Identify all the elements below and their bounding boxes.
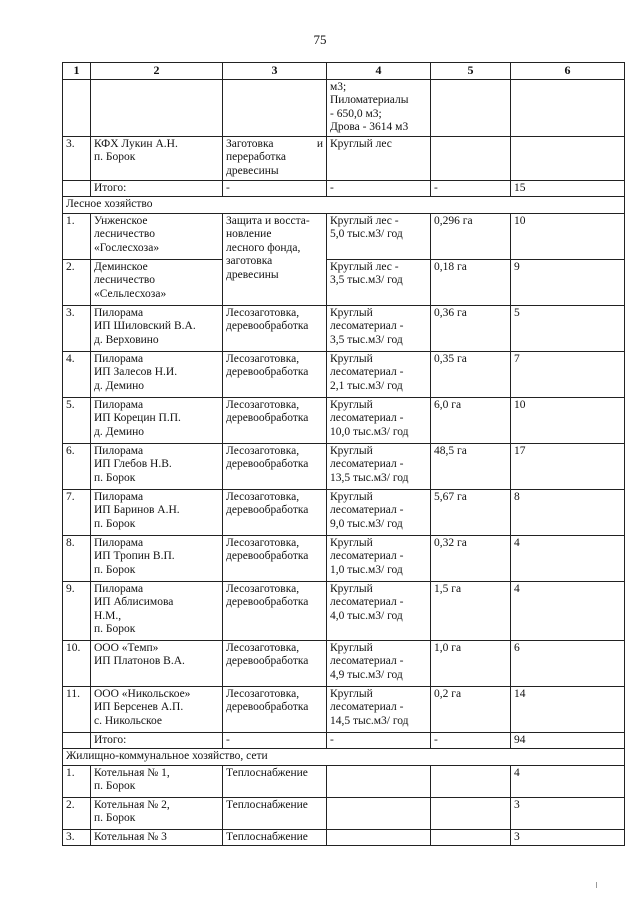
workers-cell: 8 — [511, 489, 625, 535]
area-cell: 1,0 га — [431, 640, 511, 686]
total-label: Итого: — [91, 732, 223, 749]
table-row — [63, 581, 625, 640]
product-cell: Круглый лесоматериал - 4,0 тыс.м3/ год — [327, 581, 431, 640]
activity-cell: Лесозаготовка, деревообработка — [223, 535, 327, 581]
area-cell — [431, 797, 511, 829]
enterprise-name: Деминское лесничество «Сельлесхоза» — [91, 259, 223, 305]
workers-cell: 4 — [511, 765, 625, 797]
table-row — [63, 351, 625, 397]
row-number: 1. — [63, 213, 91, 259]
section-row-utility — [63, 749, 625, 766]
row-number: 3. — [63, 829, 91, 846]
product-cell: Круглый лесоматериал - 4,9 тыс.м3/ год — [327, 640, 431, 686]
product-cell — [327, 797, 431, 829]
row-number: 5. — [63, 397, 91, 443]
product-cell — [327, 765, 431, 797]
header-cell: 2 — [91, 63, 223, 80]
margin-mark — [596, 882, 597, 888]
table-row — [63, 305, 625, 351]
area-cell: 1,5 га — [431, 581, 511, 640]
product-cell: Круглый лесоматериал - 14,5 тыс.м3/ год — [327, 686, 431, 732]
enterprise-name: КФХ Лукин А.Н. п. Борок — [91, 136, 223, 180]
area-cell — [431, 829, 511, 846]
table-row — [63, 640, 625, 686]
total-row — [63, 732, 625, 749]
empty-cell — [63, 732, 91, 749]
activity-cell: Лесозаготовка, деревообработка — [223, 686, 327, 732]
table-row — [63, 797, 625, 829]
enterprise-name: Пилорама ИП Тропин В.П. п. Борок — [91, 535, 223, 581]
activity-cell: Теплоснабжение — [223, 765, 327, 797]
workers-cell: 9 — [511, 259, 625, 305]
row-number: 1. — [63, 765, 91, 797]
total-row: Итого: - - - 15 — [63, 180, 625, 197]
total-workers: 15 — [511, 180, 625, 197]
workers-cell: 3 — [511, 829, 625, 846]
area-cell: 5,67 га — [431, 489, 511, 535]
workers-cell: 17 — [511, 443, 625, 489]
area-cell: 0,32 га — [431, 535, 511, 581]
row-number: 3. — [63, 305, 91, 351]
table-row — [63, 443, 625, 489]
enterprise-name: Пилорама ИП Баринов А.Н. п. Борок — [91, 489, 223, 535]
product-cell: Круглый лесоматериал - 2,1 тыс.м3/ год — [327, 351, 431, 397]
area-cell — [431, 136, 511, 180]
table-row-continuation — [63, 79, 625, 136]
section-title: Лесное хозяйство — [63, 197, 625, 214]
workers-cell: 4 — [511, 581, 625, 640]
row-number: 9. — [63, 581, 91, 640]
workers-cell: 3 — [511, 797, 625, 829]
activity-cell: Лесозаготовка, деревообработка — [223, 443, 327, 489]
activity-cell: Защита и восста- новление лесного фонда, заготовка древесины — [223, 213, 327, 305]
product-cell: м3; Пиломатериалы - 650,0 м3; Дрова - 3614 м3 — [327, 79, 431, 136]
activity-cell: Заготовка и переработка древесины — [223, 136, 327, 180]
enterprise-name: Пилорама ИП Шиловский В.А. д. Верховино — [91, 305, 223, 351]
product-cell: Круглый лесоматериал - 13,5 тыс.м3/ год — [327, 443, 431, 489]
enterprise-name: Пилорама ИП Корецин П.П. д. Демино — [91, 397, 223, 443]
total-cell: - — [327, 732, 431, 749]
workers-cell: 5 — [511, 305, 625, 351]
enterprise-name: Котельная № 1, п. Борок — [91, 765, 223, 797]
row-number: 11. — [63, 686, 91, 732]
activity-cell: Лесозаготовка, деревообработка — [223, 397, 327, 443]
product-cell: Круглый лесоматериал - 1,0 тыс.м3/ год — [327, 535, 431, 581]
table-row — [63, 259, 625, 305]
enterprises-table — [62, 62, 625, 846]
row-number: 8. — [63, 535, 91, 581]
enterprise-name: Унженское лесничество «Гослесхоза» — [91, 213, 223, 259]
table-row — [63, 765, 625, 797]
table-row — [63, 829, 625, 846]
activity-cell: Теплоснабжение — [223, 829, 327, 846]
section-row-forest — [63, 197, 625, 214]
activity-cell: Лесозаготовка, деревообработка — [223, 640, 327, 686]
header-cell: 4 — [327, 63, 431, 80]
total-cell: - — [223, 732, 327, 749]
enterprise-name: Котельная № 3 — [91, 829, 223, 846]
table-row — [63, 489, 625, 535]
activity-cell: Теплоснабжение — [223, 797, 327, 829]
page-number: 75 — [313, 32, 327, 47]
table-row — [63, 397, 625, 443]
header-cell: 6 — [511, 63, 625, 80]
header-cell: 3 — [223, 63, 327, 80]
workers-cell — [511, 136, 625, 180]
area-cell — [431, 765, 511, 797]
product-cell: Круглый лесоматериал - 10,0 тыс.м3/ год — [327, 397, 431, 443]
row-number: 7. — [63, 489, 91, 535]
row-number: 10. — [63, 640, 91, 686]
row-number: 2. — [63, 259, 91, 305]
product-cell: Круглый лесоматериал - 9,0 тыс.м3/ год — [327, 489, 431, 535]
table-header-row — [63, 63, 625, 80]
workers-cell: 6 — [511, 640, 625, 686]
row-number: 4. — [63, 351, 91, 397]
row-number: 2. — [63, 797, 91, 829]
product-cell — [327, 829, 431, 846]
enterprise-name: Пилорама ИП Аблисимова Н.М., п. Борок — [91, 581, 223, 640]
table-row — [63, 535, 625, 581]
area-cell: 0,36 га — [431, 305, 511, 351]
workers-cell: 10 — [511, 213, 625, 259]
table-row — [63, 213, 625, 259]
activity-cell: Лесозаготовка, деревообработка — [223, 489, 327, 535]
workers-cell: 14 — [511, 686, 625, 732]
activity-cell: Лесозаготовка, деревообработка — [223, 581, 327, 640]
area-cell: 48,5 га — [431, 443, 511, 489]
area-cell: 6,0 га — [431, 397, 511, 443]
total-cell: - — [431, 732, 511, 749]
row-number: 6. — [63, 443, 91, 489]
section-title: Жилищно-коммунальное хозяйство, сети — [63, 749, 625, 766]
area-cell: 0,35 га — [431, 351, 511, 397]
product-cell: Круглый лес - 5,0 тыс.м3/ год — [327, 213, 431, 259]
enterprise-name: Пилорама ИП Глебов Н.В. п. Борок — [91, 443, 223, 489]
row-number: 3. — [63, 136, 91, 180]
activity-cell: Лесозаготовка, деревообработка — [223, 351, 327, 397]
table-row — [63, 686, 625, 732]
activity-cell: Лесозаготовка, деревообработка — [223, 305, 327, 351]
area-cell: 0,2 га — [431, 686, 511, 732]
enterprise-name: ООО «Темп» ИП Платонов В.А. — [91, 640, 223, 686]
total-label: Итого: — [91, 180, 223, 197]
product-cell: Круглый лес - 3,5 тыс.м3/ год — [327, 259, 431, 305]
area-cell: 0,296 га — [431, 213, 511, 259]
table-row — [63, 136, 625, 180]
product-cell: Круглый лес — [327, 136, 431, 180]
enterprise-name: Пилорама ИП Залесов Н.И. д. Демино — [91, 351, 223, 397]
workers-cell: 4 — [511, 535, 625, 581]
enterprise-name: Котельная № 2, п. Борок — [91, 797, 223, 829]
area-cell: 0,18 га — [431, 259, 511, 305]
header-cell: 1 — [63, 63, 91, 80]
workers-cell: 10 — [511, 397, 625, 443]
total-workers: 94 — [511, 732, 625, 749]
enterprise-name: ООО «Никольское» ИП Берсенев А.П. с. Никольское — [91, 686, 223, 732]
header-cell: 5 — [431, 63, 511, 80]
workers-cell: 7 — [511, 351, 625, 397]
product-cell: Круглый лесоматериал - 3,5 тыс.м3/ год — [327, 305, 431, 351]
